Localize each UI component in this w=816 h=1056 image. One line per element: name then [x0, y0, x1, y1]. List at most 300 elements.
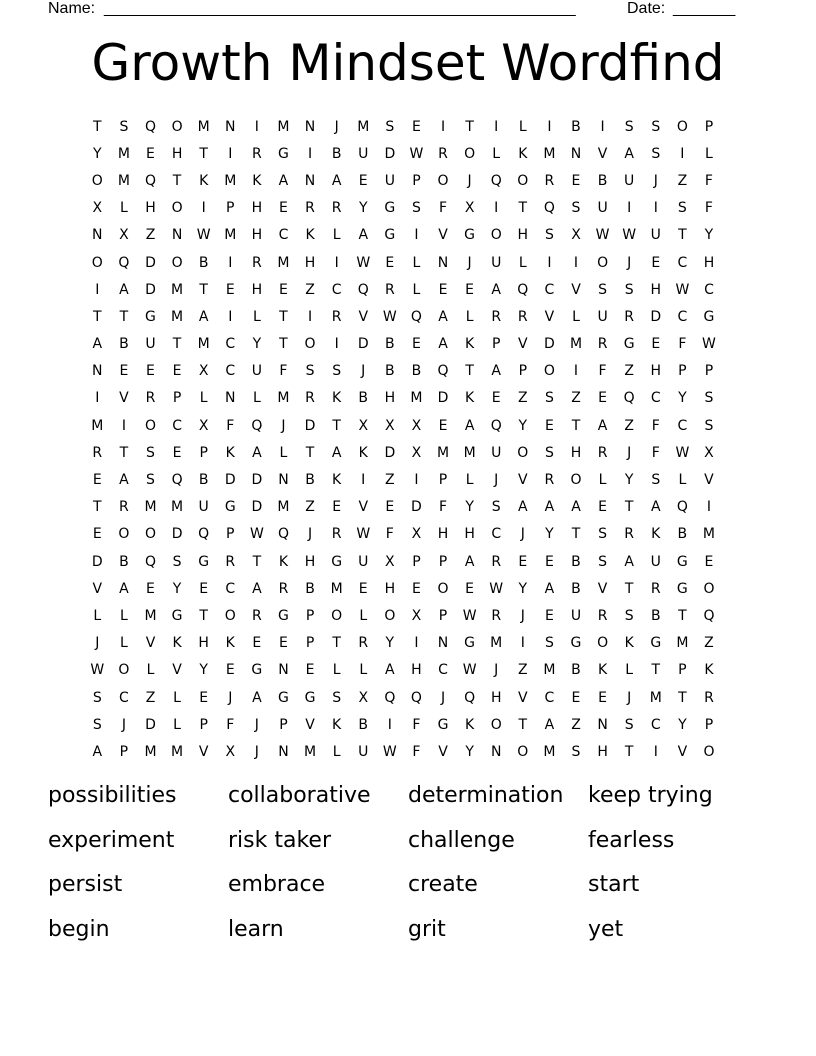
grid-letter: V — [518, 689, 528, 706]
grid-letter: G — [278, 689, 289, 706]
grid-letter: T — [172, 172, 182, 189]
grid-letter: M — [649, 689, 662, 706]
grid-letter: Q — [251, 417, 263, 434]
grid-letter: V — [358, 308, 369, 325]
grid-letter: A — [438, 336, 448, 353]
grid-letter: L — [279, 444, 288, 461]
grid-letter: B — [571, 662, 581, 679]
grid-letter: E — [172, 363, 182, 380]
grid-letter: C — [172, 417, 182, 434]
grid-letter: S — [651, 472, 661, 489]
grid-letter: C — [650, 716, 661, 733]
grid-letter: L — [359, 662, 368, 679]
grid-letter: W — [595, 227, 610, 244]
grid-letter: Q — [464, 689, 476, 706]
grid-row — [84, 494, 736, 521]
grid-letter: O — [676, 118, 688, 135]
grid-letter: A — [491, 363, 501, 380]
grid-letter: E — [279, 200, 288, 217]
grid-letter: I — [440, 118, 446, 135]
grid-letter: A — [571, 499, 581, 516]
grid-letter: O — [304, 336, 316, 353]
grid-letter: W — [462, 662, 477, 679]
grid-letter: J — [121, 716, 126, 733]
grid-letter: N — [597, 716, 608, 733]
grid-letter: E — [438, 417, 448, 434]
grid-letter: A — [624, 553, 634, 570]
grid-row — [84, 657, 736, 684]
grid-letter: R — [491, 553, 502, 570]
grid-letter: B — [198, 254, 209, 271]
grid-letter: H — [145, 200, 156, 217]
grid-letter: F — [226, 716, 235, 733]
grid-letter: J — [254, 716, 259, 733]
word-list — [48, 778, 768, 956]
grid-letter: Q — [277, 526, 289, 543]
grid-letter: N — [171, 227, 183, 244]
grid-letter: S — [704, 390, 714, 407]
grid-letter: A — [119, 580, 129, 597]
grid-letter: J — [467, 172, 472, 189]
grid-letter: O — [171, 118, 183, 135]
grid-letter: O — [224, 607, 236, 624]
grid-letter: M — [117, 145, 130, 162]
grid-letter: I — [414, 635, 419, 652]
grid-letter: O — [171, 254, 183, 271]
grid-letter: H — [171, 145, 183, 162]
grid-letter: T — [93, 308, 102, 325]
grid-letter: S — [598, 553, 608, 570]
grid-row — [84, 140, 736, 167]
grid-letter: E — [651, 254, 661, 271]
grid-letter: S — [146, 472, 155, 489]
grid-letter: V — [544, 308, 555, 325]
grid-letter: U — [650, 227, 661, 244]
grid-letter: I — [573, 363, 579, 380]
grid-letter: W — [675, 281, 690, 298]
grid-row — [84, 113, 736, 140]
grid-letter: D — [437, 390, 449, 407]
grid-letter: P — [678, 363, 687, 380]
grid-row — [84, 358, 736, 385]
word-list-item: challenge — [408, 827, 515, 853]
grid-letter: R — [145, 390, 156, 407]
grid-letter: M — [410, 390, 423, 407]
grid-letter: J — [653, 172, 658, 189]
grid-letter: M — [463, 444, 476, 461]
grid-letter: I — [254, 118, 259, 135]
grid-letter: Y — [385, 635, 395, 652]
grid-letter: U — [145, 336, 156, 353]
grid-letter: I — [653, 743, 658, 760]
grid-letter: I — [547, 254, 552, 271]
grid-row — [84, 276, 736, 303]
grid-letter: E — [651, 336, 661, 353]
grid-letter: U — [251, 363, 262, 380]
grid-letter: L — [412, 281, 421, 298]
grid-letter: Q — [384, 689, 396, 706]
grid-letter: P — [279, 716, 288, 733]
grid-letter: O — [384, 607, 396, 624]
grid-letter: R — [597, 607, 608, 624]
word-list-item: learn — [228, 916, 284, 942]
grid-letter: S — [624, 607, 634, 624]
grid-letter: H — [703, 254, 715, 271]
grid-letter: S — [624, 118, 634, 135]
grid-letter: Y — [624, 472, 634, 489]
word-list-item: grit — [408, 916, 446, 942]
grid-letter: A — [650, 499, 661, 516]
grid-letter: I — [95, 281, 100, 298]
grid-letter: U — [491, 444, 502, 461]
grid-letter: L — [465, 308, 474, 325]
grid-letter: W — [249, 526, 264, 543]
grid-letter: N — [225, 118, 236, 135]
grid-row — [84, 602, 736, 629]
grid-letter: V — [198, 743, 209, 760]
grid-letter: I — [121, 417, 126, 434]
grid-letter: T — [332, 635, 341, 652]
grid-letter: I — [307, 308, 313, 325]
grid-letter: K — [704, 662, 714, 679]
grid-letter: M — [224, 172, 237, 189]
grid-letter: Q — [144, 118, 156, 135]
grid-letter: Q — [623, 390, 635, 407]
grid-letter: T — [678, 227, 687, 244]
grid-letter: X — [225, 743, 236, 760]
grid-letter: O — [118, 526, 130, 543]
grid-letter: D — [145, 716, 156, 733]
grid-letter: W — [622, 227, 637, 244]
grid-letter: W — [675, 444, 690, 461]
grid-letter: V — [92, 580, 103, 597]
grid-row — [84, 684, 736, 711]
grid-letter: H — [650, 281, 662, 298]
grid-letter: A — [278, 172, 289, 189]
grid-letter: K — [597, 662, 608, 679]
grid-letter: M — [490, 635, 503, 652]
grid-letter: C — [491, 526, 502, 543]
grid-letter: R — [597, 336, 608, 353]
grid-letter: A — [438, 308, 448, 325]
grid-letter: I — [573, 254, 579, 271]
grid-letter: N — [92, 227, 103, 244]
grid-letter: B — [358, 390, 369, 407]
grid-letter: E — [199, 689, 209, 706]
grid-letter: S — [677, 200, 687, 217]
grid-letter: C — [331, 281, 342, 298]
grid-letter: C — [677, 417, 688, 434]
grid-letter: Y — [545, 526, 554, 543]
grid-letter: O — [91, 172, 103, 189]
grid-letter: M — [171, 499, 184, 516]
grid-letter: E — [252, 635, 262, 652]
grid-letter: H — [198, 635, 209, 652]
grid-letter: A — [358, 227, 369, 244]
grid-letter: E — [92, 526, 102, 543]
grid-letter: Q — [198, 526, 210, 543]
grid-letter: K — [172, 635, 182, 652]
grid-letter: H — [597, 743, 608, 760]
grid-letter: A — [252, 444, 262, 461]
grid-letter: X — [92, 200, 103, 217]
grid-letter: F — [412, 743, 421, 760]
grid-letter: C — [225, 336, 236, 353]
grid-letter: J — [361, 363, 366, 380]
grid-letter: T — [678, 689, 687, 706]
grid-letter: T — [93, 118, 102, 135]
grid-letter: L — [705, 145, 713, 162]
grid-letter: E — [544, 417, 554, 434]
grid-letter: V — [172, 662, 182, 679]
grid-letter: T — [624, 580, 634, 597]
grid-letter: R — [251, 145, 262, 162]
grid-letter: Z — [518, 390, 528, 407]
grid-letter: H — [304, 254, 316, 271]
grid-letter: Q — [357, 281, 369, 298]
grid-letter: M — [277, 390, 290, 407]
grid-letter: A — [491, 281, 501, 298]
grid-letter: H — [464, 526, 475, 543]
grid-letter: R — [331, 526, 342, 543]
grid-letter: O — [597, 254, 609, 271]
grid-row — [84, 466, 736, 493]
grid-letter: W — [409, 145, 424, 162]
grid-row — [84, 249, 736, 276]
grid-letter: N — [304, 172, 316, 189]
grid-letter: I — [95, 390, 100, 407]
grid-letter: W — [702, 336, 716, 353]
grid-letter: L — [492, 145, 501, 162]
grid-letter: B — [571, 118, 581, 135]
grid-letter: P — [704, 363, 714, 380]
grid-letter: A — [252, 689, 262, 706]
grid-letter: O — [118, 662, 130, 679]
grid-letter: X — [411, 526, 422, 543]
grid-letter: E — [172, 444, 182, 461]
grid-letter: J — [334, 118, 339, 135]
grid-letter: H — [304, 553, 316, 570]
grid-letter: S — [119, 118, 129, 135]
grid-letter: Q — [703, 607, 715, 624]
grid-letter: F — [598, 363, 607, 380]
grid-letter: K — [225, 635, 235, 652]
grid-letter: B — [305, 580, 315, 597]
grid-letter: I — [547, 118, 552, 135]
grid-letter: H — [517, 227, 529, 244]
grid-letter: Q — [118, 254, 130, 271]
grid-letter: X — [198, 417, 209, 434]
grid-letter: M — [277, 254, 290, 271]
grid-letter: S — [146, 444, 155, 461]
grid-letter: T — [252, 553, 262, 570]
grid-letter: Y — [678, 716, 687, 733]
grid-letter: A — [544, 499, 555, 516]
grid-letter: T — [199, 281, 208, 298]
grid-letter: Q — [144, 553, 156, 570]
grid-letter: R — [92, 444, 103, 461]
grid-letter: E — [119, 363, 129, 380]
grid-letter: L — [173, 689, 181, 706]
grid-letter: G — [703, 308, 715, 325]
grid-letter: O — [597, 635, 609, 652]
grid-letter: W — [356, 254, 371, 271]
grid-letter: T — [305, 444, 315, 461]
grid-letter: T — [465, 363, 474, 380]
grid-letter: S — [704, 417, 714, 434]
grid-letter: Z — [385, 472, 395, 489]
grid-letter: I — [361, 472, 366, 489]
grid-letter: F — [704, 172, 713, 189]
grid-letter: T — [624, 743, 634, 760]
grid-letter: M — [171, 308, 184, 325]
grid-letter: X — [358, 689, 369, 706]
grid-letter: Z — [624, 363, 634, 380]
grid-letter: Q — [543, 200, 555, 217]
grid-letter: T — [93, 499, 102, 516]
grid-letter: G — [623, 336, 635, 353]
grid-letter: R — [544, 172, 555, 189]
grid-letter: K — [465, 716, 475, 733]
grid-letter: L — [119, 635, 128, 652]
grid-letter: M — [569, 336, 583, 353]
grid-letter: M — [144, 607, 157, 624]
grid-letter: L — [173, 716, 181, 733]
grid-letter: Q — [490, 417, 502, 434]
grid-letter: R — [119, 499, 129, 516]
word-list-item: fearless — [588, 827, 675, 853]
grid-letter: U — [358, 145, 369, 162]
grid-row — [84, 167, 736, 194]
grid-letter: K — [332, 390, 342, 407]
grid-letter: J — [494, 472, 499, 489]
grid-letter: X — [358, 417, 369, 434]
grid-letter: L — [625, 662, 634, 679]
grid-letter: M — [304, 743, 317, 760]
grid-letter: L — [412, 254, 421, 271]
grid-letter: E — [385, 499, 395, 516]
grid-letter: E — [438, 281, 448, 298]
grid-letter: D — [544, 336, 555, 353]
grid-letter: T — [279, 308, 288, 325]
grid-letter: O — [171, 200, 183, 217]
grid-letter: F — [678, 336, 687, 353]
grid-letter: P — [412, 553, 421, 570]
grid-letter: P — [438, 607, 448, 624]
grid-letter: V — [677, 743, 688, 760]
grid-letter: C — [278, 227, 289, 244]
grid-letter: Q — [410, 308, 422, 325]
grid-letter: T — [571, 526, 581, 543]
grid-letter: E — [279, 281, 288, 298]
grid-letter: K — [624, 635, 634, 652]
grid-letter: R — [517, 308, 528, 325]
grid-letter: H — [411, 662, 422, 679]
grid-letter: D — [91, 553, 103, 570]
grid-letter: S — [651, 145, 661, 162]
grid-letter: D — [251, 499, 263, 516]
grid-letter: A — [119, 472, 129, 489]
grid-letter: P — [704, 118, 714, 135]
grid-letter: Z — [145, 227, 156, 244]
grid-letter: J — [440, 689, 446, 706]
grid-row — [84, 412, 736, 439]
grid-letter: G — [437, 716, 449, 733]
grid-letter: A — [385, 662, 395, 679]
grid-letter: W — [196, 227, 211, 244]
grid-letter: T — [651, 662, 661, 679]
grid-letter: Q — [144, 172, 156, 189]
grid-letter: F — [438, 499, 448, 516]
grid-letter: E — [598, 390, 607, 407]
grid-letter: G — [278, 145, 289, 162]
grid-letter: V — [597, 580, 608, 597]
grid-letter: N — [437, 254, 449, 271]
grid-letter: U — [570, 607, 582, 624]
grid-letter: A — [597, 417, 608, 434]
grid-letter: L — [678, 472, 687, 489]
grid-letter: J — [254, 743, 259, 760]
grid-letter: S — [651, 118, 661, 135]
grid-letter: S — [544, 444, 554, 461]
grid-letter: S — [571, 743, 581, 760]
grid-letter: R — [544, 472, 555, 489]
grid-letter: M — [171, 743, 184, 760]
grid-letter: O — [517, 743, 529, 760]
grid-letter: D — [384, 444, 396, 461]
grid-letter: O — [517, 172, 529, 189]
grid-letter: V — [518, 472, 528, 489]
grid-letter: S — [411, 200, 421, 217]
grid-letter: U — [384, 172, 395, 189]
grid-letter: F — [279, 363, 288, 380]
grid-letter: Y — [518, 417, 528, 434]
grid-letter: O — [464, 145, 476, 162]
grid-letter: R — [305, 390, 315, 407]
grid-letter: G — [570, 635, 582, 652]
grid-letter: L — [199, 390, 208, 407]
grid-letter: R — [597, 444, 608, 461]
grid-letter: D — [650, 308, 662, 325]
grid-letter: A — [464, 417, 475, 434]
word-list-item: yet — [588, 916, 624, 942]
grid-row — [84, 575, 736, 602]
grid-letter: U — [650, 553, 661, 570]
grid-letter: V — [438, 743, 448, 760]
grid-letter: M — [197, 118, 210, 135]
name-label: Name: — [48, 0, 96, 17]
grid-letter: I — [201, 200, 206, 217]
grid-letter: Z — [677, 172, 688, 189]
grid-letter: V — [145, 635, 156, 652]
grid-letter: A — [624, 145, 634, 162]
grid-letter: A — [198, 308, 209, 325]
grid-letter: U — [624, 172, 635, 189]
word-list-item: start — [588, 872, 640, 897]
grid-letter: M — [357, 118, 370, 135]
grid-letter: Y — [678, 390, 687, 407]
grid-letter: I — [228, 145, 233, 162]
grid-letter: U — [491, 254, 502, 271]
grid-letter: B — [677, 526, 688, 543]
grid-letter: E — [465, 580, 475, 597]
grid-letter: G — [464, 227, 476, 244]
grid-letter: G — [251, 662, 263, 679]
grid-letter: E — [279, 635, 288, 652]
grid-letter: S — [598, 281, 608, 298]
grid-letter: Y — [252, 336, 262, 353]
grid-row — [84, 222, 736, 249]
